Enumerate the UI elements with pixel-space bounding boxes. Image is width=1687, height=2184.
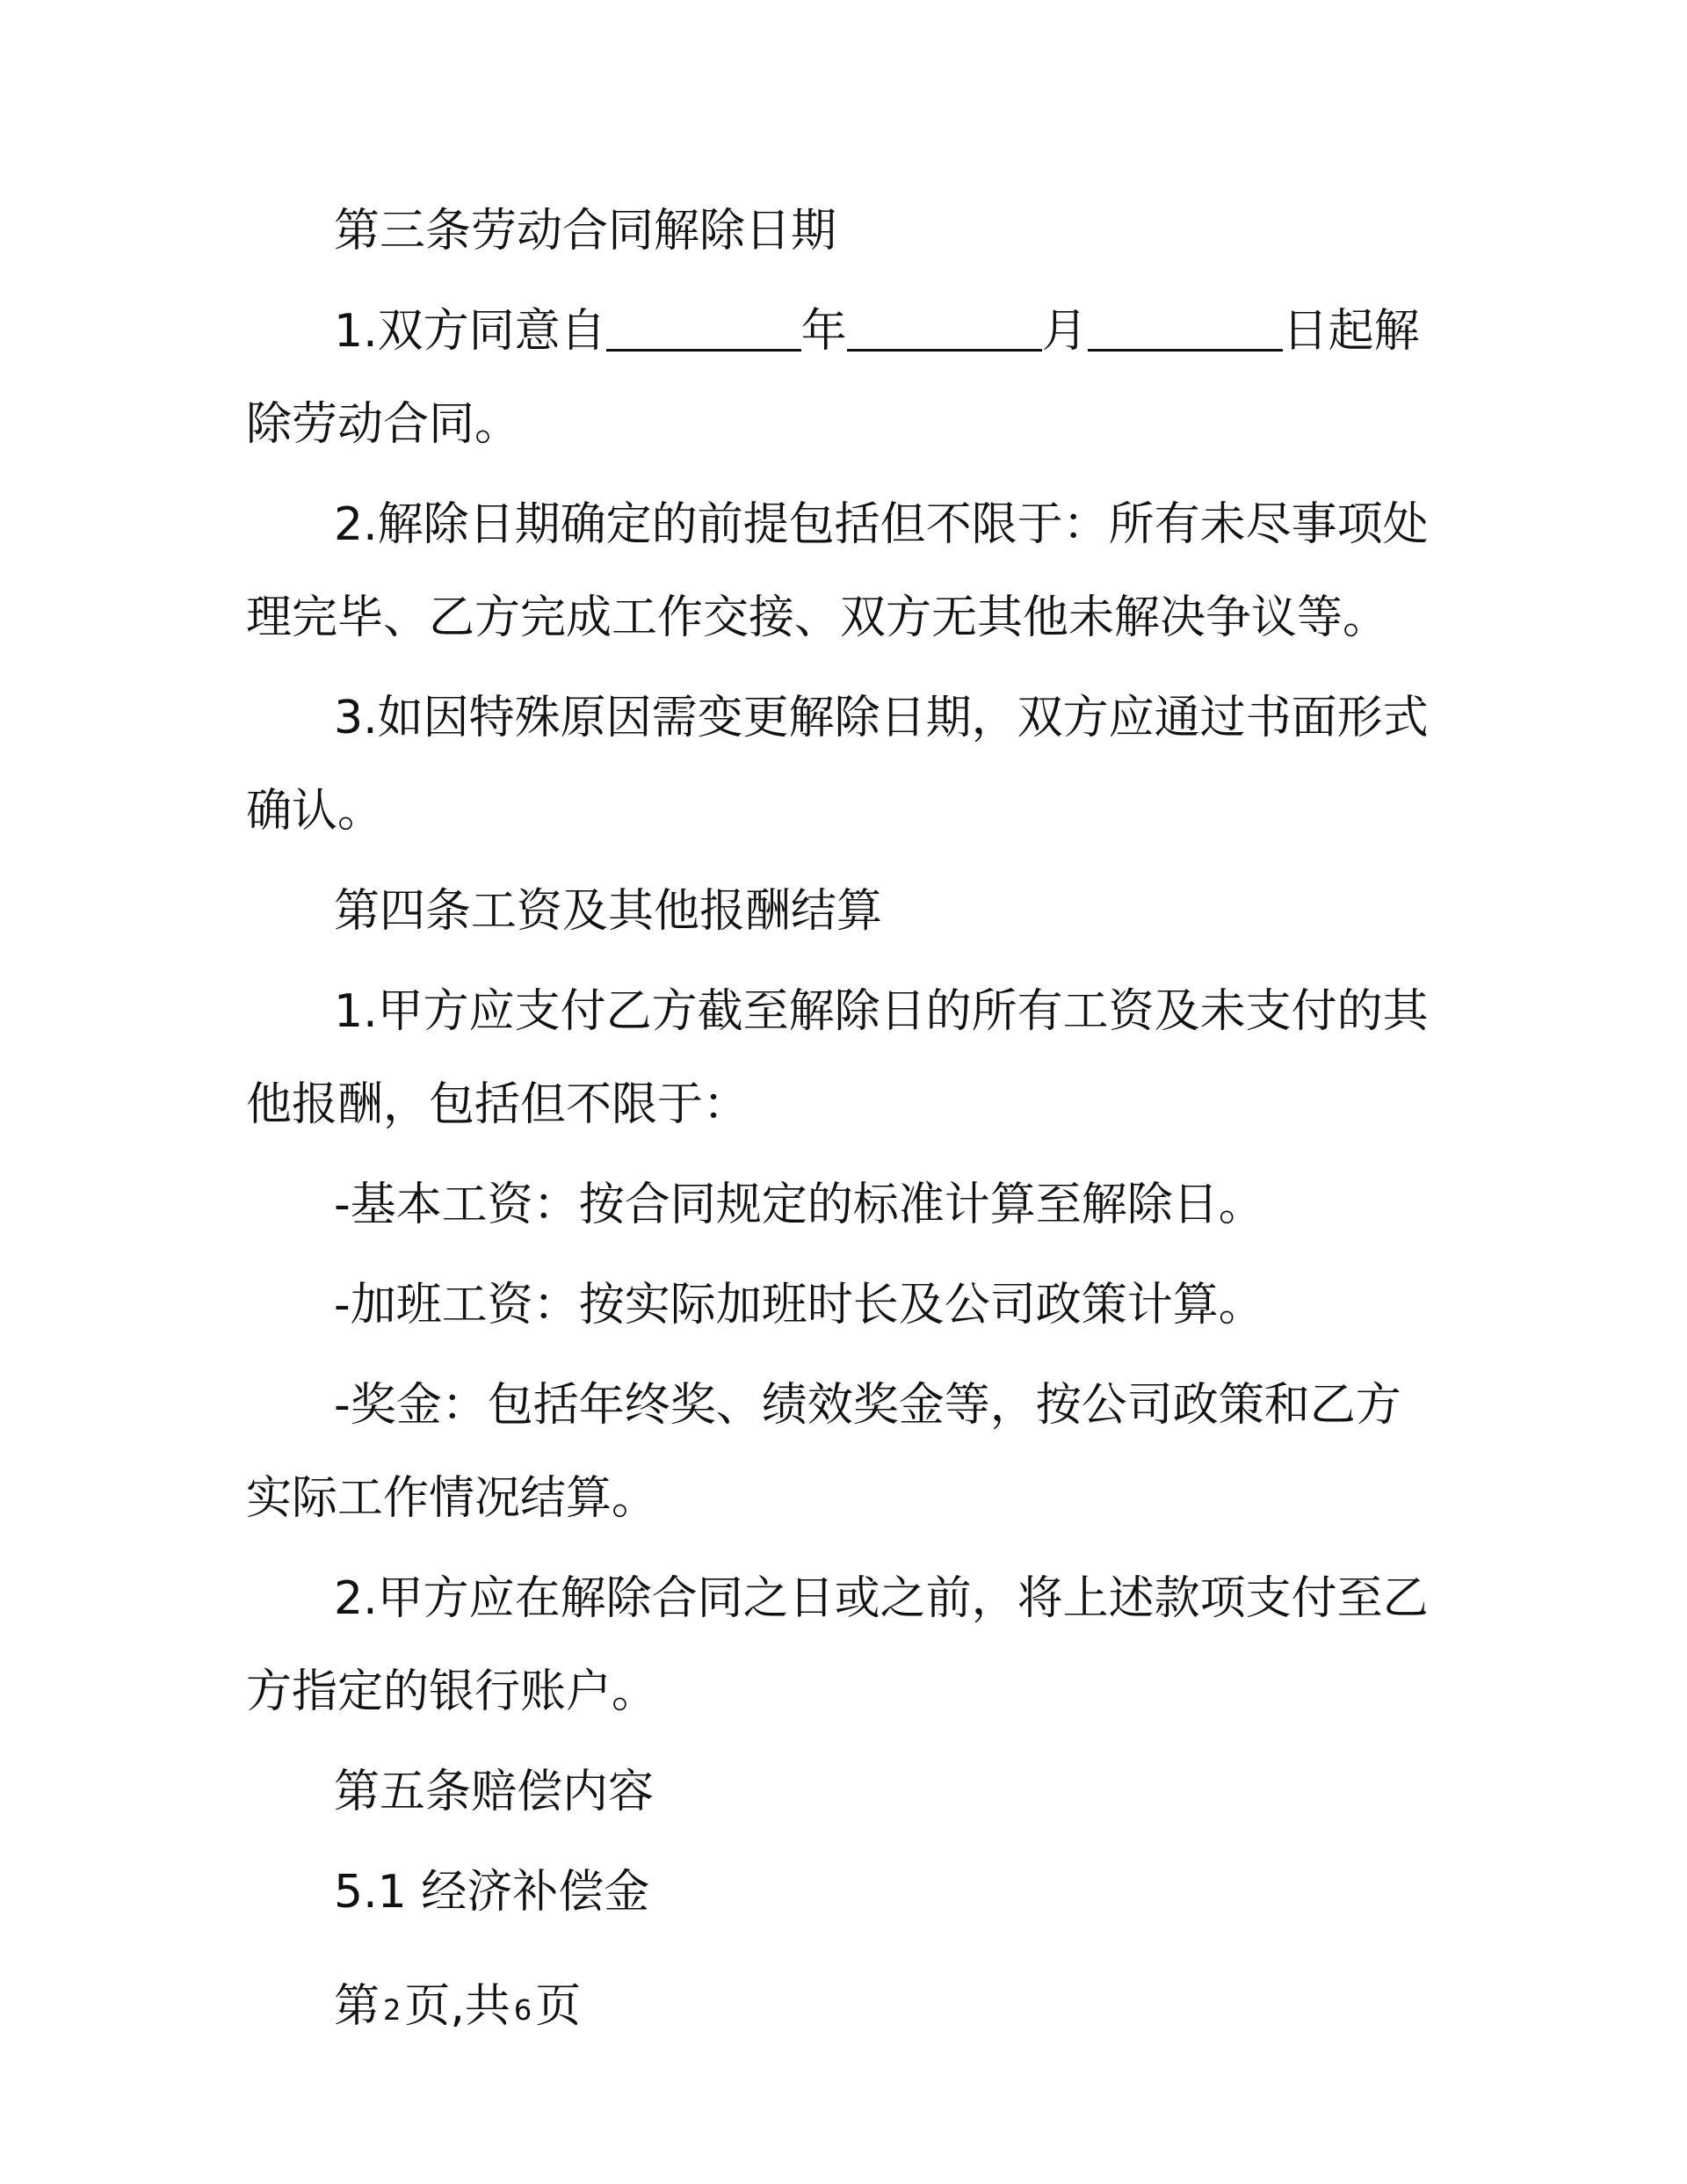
- page-number-footer: [334, 1960, 581, 2057]
- article-4-clause-2: 2.甲方应在解除合同之日或之前，将上述款项支付至乙方指定的银行账户。: [246, 1572, 1429, 1718]
- article-5-section-1: 5.1 经济补偿金: [334, 1866, 650, 1919]
- article-4-heading: 第四条工资及其他报酬结算: [334, 885, 883, 938]
- clause-text: 1.双方同意自: [334, 305, 606, 358]
- article-5-heading: 第五条赔偿内容: [334, 1766, 655, 1818]
- year-blank: [606, 303, 801, 352]
- footer-middle: 页,共: [404, 1980, 510, 2033]
- clause-text-end: 日起解除劳动合同。: [246, 305, 1420, 451]
- article-4-item-overtime: -加班工资：按实际加班时长及公司政策计算。: [334, 1279, 1264, 1331]
- article-3-clause-2: 2.解除日期确定的前提包括但不限于：所有未尽事项处理完毕、乙方完成工作交接、双方无其他未解决争议等。: [246, 498, 1429, 644]
- article-4-clause-1: 1.甲方应支付乙方截至解除日的所有工资及未支付的其他报酬，包括但不限于：: [246, 985, 1429, 1131]
- article-3-heading: 第三条劳动合同解除日期: [334, 205, 837, 258]
- footer-prefix: 第: [334, 1980, 380, 2033]
- article-4-item-basic-salary: -基本工资：按合同规定的标准计算至解除日。: [334, 1179, 1264, 1231]
- document-body: [246, 185, 1432, 1946]
- day-blank: [1088, 303, 1283, 352]
- article-3-clause-3: 3.如因特殊原因需变更解除日期，双方应通过书面形式确认。: [246, 692, 1429, 838]
- article-4-item-bonus: -奖金：包括年终奖、绩效奖金等，按公司政策和乙方实际工作情况结算。: [246, 1379, 1401, 1525]
- month-blank: [847, 303, 1042, 352]
- year-label: 年: [800, 305, 847, 358]
- article-3-clause-1: [246, 285, 1432, 471]
- current-page-number: 2: [383, 1993, 402, 2027]
- month-label: 月: [1041, 305, 1088, 358]
- total-page-count: 6: [513, 1993, 532, 2027]
- footer-suffix: 页: [535, 1980, 582, 2033]
